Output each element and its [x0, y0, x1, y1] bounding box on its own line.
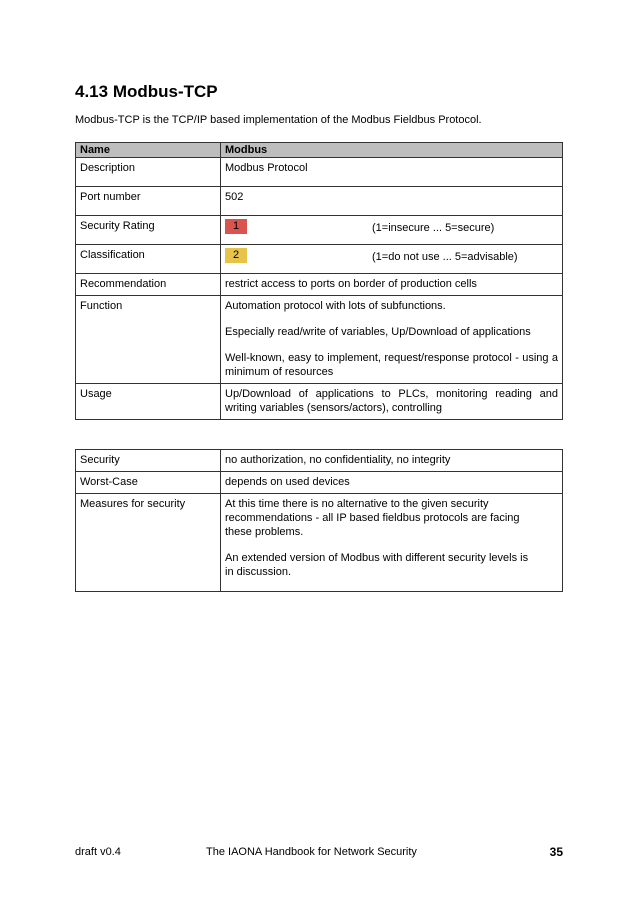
protocol-table [75, 142, 563, 420]
table-header-row [76, 143, 563, 158]
classification-scale: (1=do not use ... 5=advisable) [372, 251, 518, 263]
row-value-security-rating [221, 216, 563, 245]
header-value: Modbus [221, 143, 563, 158]
security-rating-scale: (1=insecure ... 5=secure) [372, 222, 495, 234]
row-value-measures [221, 494, 563, 592]
row-label-port: Port number [76, 187, 221, 216]
function-line: Well-known, easy to implement, request/response protocol - using a minimum of resources [225, 352, 558, 378]
footer-version: draft v0.4 [75, 846, 121, 858]
row-label-security: Security [76, 450, 221, 472]
row-value-function [221, 296, 563, 384]
security-rating-badge: 1 [225, 219, 247, 234]
table-row [76, 450, 563, 472]
row-value-usage: Up/Download of applications to PLCs, monitoring reading and writing variables (sensors/actors), controlling [221, 384, 563, 420]
table-row [76, 216, 563, 245]
security-table [75, 449, 563, 592]
table-row [76, 494, 563, 592]
row-label-measures: Measures for security [76, 494, 221, 592]
page-number: 35 [549, 845, 563, 859]
function-line: Especially read/write of variables, Up/Download of applications [225, 326, 531, 338]
row-label-usage: Usage [76, 384, 221, 420]
section-title: Modbus-TCP [112, 82, 218, 101]
table-row [76, 187, 563, 216]
section-number: 4.13 [75, 82, 109, 101]
intro-paragraph: Modbus-TCP is the TCP/IP based implementation of the Modbus Fieldbus Protocol. [75, 114, 482, 126]
measures-line: An extended version of Modbus with different security levels is in discussion. [225, 552, 529, 578]
table-row [76, 245, 563, 274]
row-value-port: 502 [221, 187, 563, 216]
function-line: Automation protocol with lots of subfunctions. [225, 300, 446, 312]
row-label-worst-case: Worst-Case [76, 472, 221, 494]
footer-title: The IAONA Handbook for Network Security [206, 846, 417, 858]
row-label-recommendation: Recommendation [76, 274, 221, 296]
measures-line: At this time there is no alternative to the given security recommendations - all IP based fieldbus protocols are facing these problems. [225, 498, 520, 538]
table-row [76, 158, 563, 187]
row-value-classification [221, 245, 563, 274]
header-name: Name [76, 143, 221, 158]
row-value-security: no authorization, no confidentiality, no integrity [221, 450, 563, 472]
row-label-security-rating: Security Rating [76, 216, 221, 245]
row-label-description: Description [76, 158, 221, 187]
classification-badge: 2 [225, 248, 247, 263]
row-value-recommendation: restrict access to ports on border of production cells [221, 274, 563, 296]
table-row [76, 274, 563, 296]
row-label-function: Function [76, 296, 221, 384]
table-row [76, 296, 563, 384]
row-value-worst-case: depends on used devices [221, 472, 563, 494]
section-heading [75, 82, 218, 102]
table-row [76, 472, 563, 494]
row-label-classification: Classification [76, 245, 221, 274]
row-value-description: Modbus Protocol [221, 158, 563, 187]
table-row [76, 384, 563, 420]
